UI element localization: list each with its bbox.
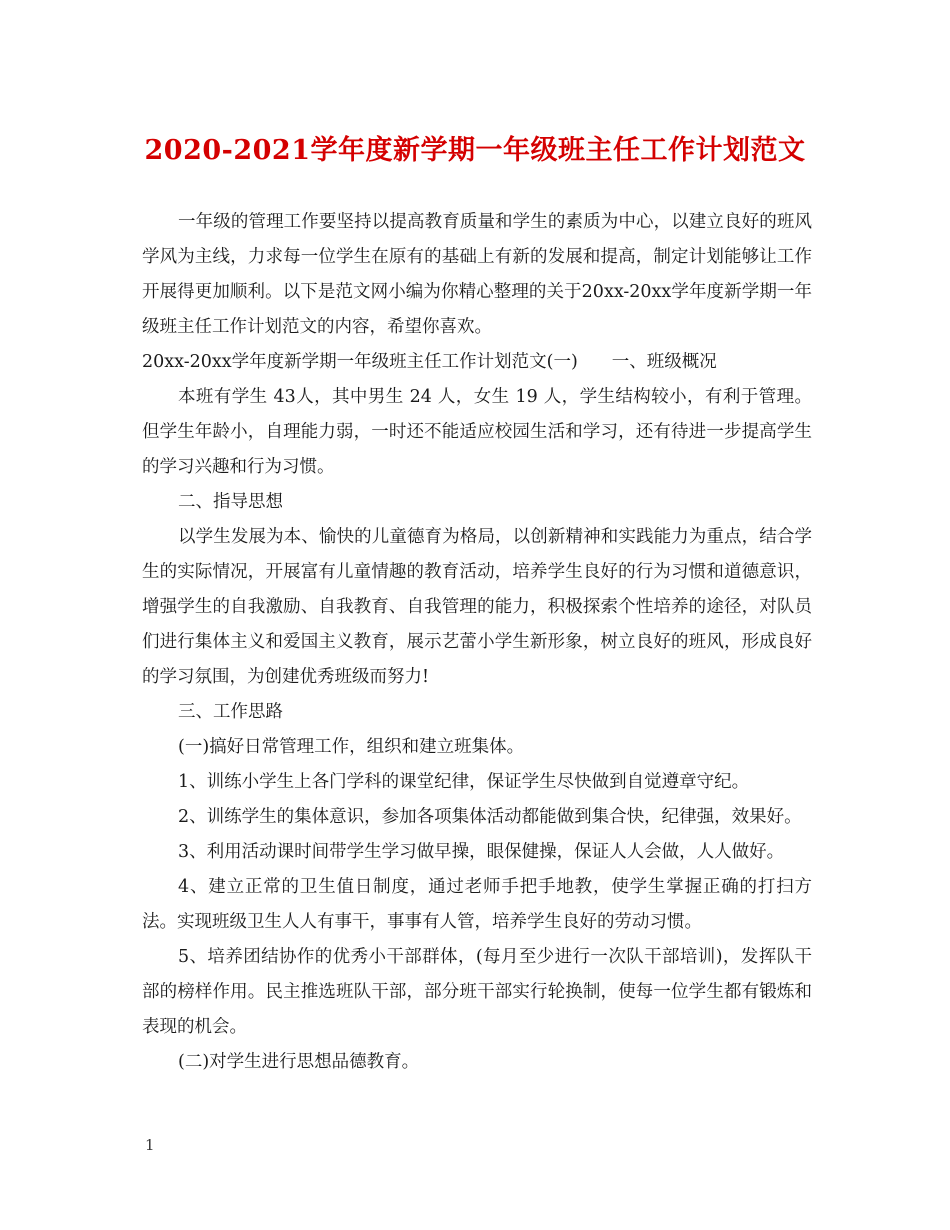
document-title: 2020-2021学年度新学期一年级班主任工作计划范文: [144, 135, 806, 166]
part1-heading: (一)搞好日常管理工作，组织和建立班集体。: [178, 737, 525, 757]
page-number: 1: [145, 1136, 155, 1154]
intro-paragraph: 一年级的管理工作要坚持以提高教育质量和学生的素质为中心，以建立良好的班风学风为主线，力求每一位学生在原有的基础上有新的发展和提高，制定计划能够让工作开展得更加顺利。以下是范文网小编为你精心整理的关于20xx-20xx学年度新学期一年级班主任工作计划范文的内容，希望你喜欢。: [142, 212, 812, 337]
section2-paragraph: 以学生发展为本、愉快的儿童德育为格局，以创新精神和实践能力为重点，结合学生的实际情况，开展富有儿童情趣的教育活动，培养学生良好的行为习惯和道德意识，增强学生的自我激励、自我教育、自我管理的能力，积极探索个性培养的途径，对队员们进行集体主义和爱国主义教育，展示艺蕾小学生新形象，树立良好的班风，形成良好的学习氛围，为创建优秀班级而努力!: [142, 527, 812, 687]
list-item-1: 1、训练小学生上各门学科的课堂纪律，保证学生尽快做到自觉遵章守纪。: [178, 772, 750, 792]
part2-heading: (二)对学生进行思想品德教育。: [178, 1052, 420, 1072]
list-item-5: 5、培养团结协作的优秀小干部群体，(每月至少进行一次队干部培训)，发挥队干部的榜样作用。民主推选班队干部，部分班干部实行轮换制，使每一位学生都有锻炼和表现的机会。: [142, 947, 812, 1037]
section3-heading: 三、工作思路: [178, 702, 283, 722]
section2-heading: 二、指导思想: [178, 492, 283, 512]
list-item-3: 3、利用活动课时间带学生学习做早操，眼保健操，保证人人会做，人人做好。: [178, 842, 785, 862]
section1-heading: 一、班级概况: [611, 352, 717, 372]
section-subtitle: 20xx-20xx学年度新学期一年级班主任工作计划范文(一): [142, 352, 578, 372]
list-item-4: 4、建立正常的卫生值日制度，通过老师手把手地教，使学生掌握正确的打扫方法。实现班级卫生人人有事干，事事有人管，培养学生良好的劳动习惯。: [142, 877, 812, 932]
subtitle-line: [142, 345, 812, 380]
list-item-2: 2、训练学生的集体意识，参加各项集体活动都能做到集合快，纪律强，效果好。: [178, 807, 802, 827]
document-body: [142, 205, 812, 1080]
section1-paragraph: 本班有学生 43人，其中男生 24 人，女生 19 人，学生结构较小，有利于管理。但学生年龄小，自理能力弱，一时还不能适应校园生活和学习，还有待进一步提高学生的学习兴趣和行为习惯。: [142, 387, 812, 477]
